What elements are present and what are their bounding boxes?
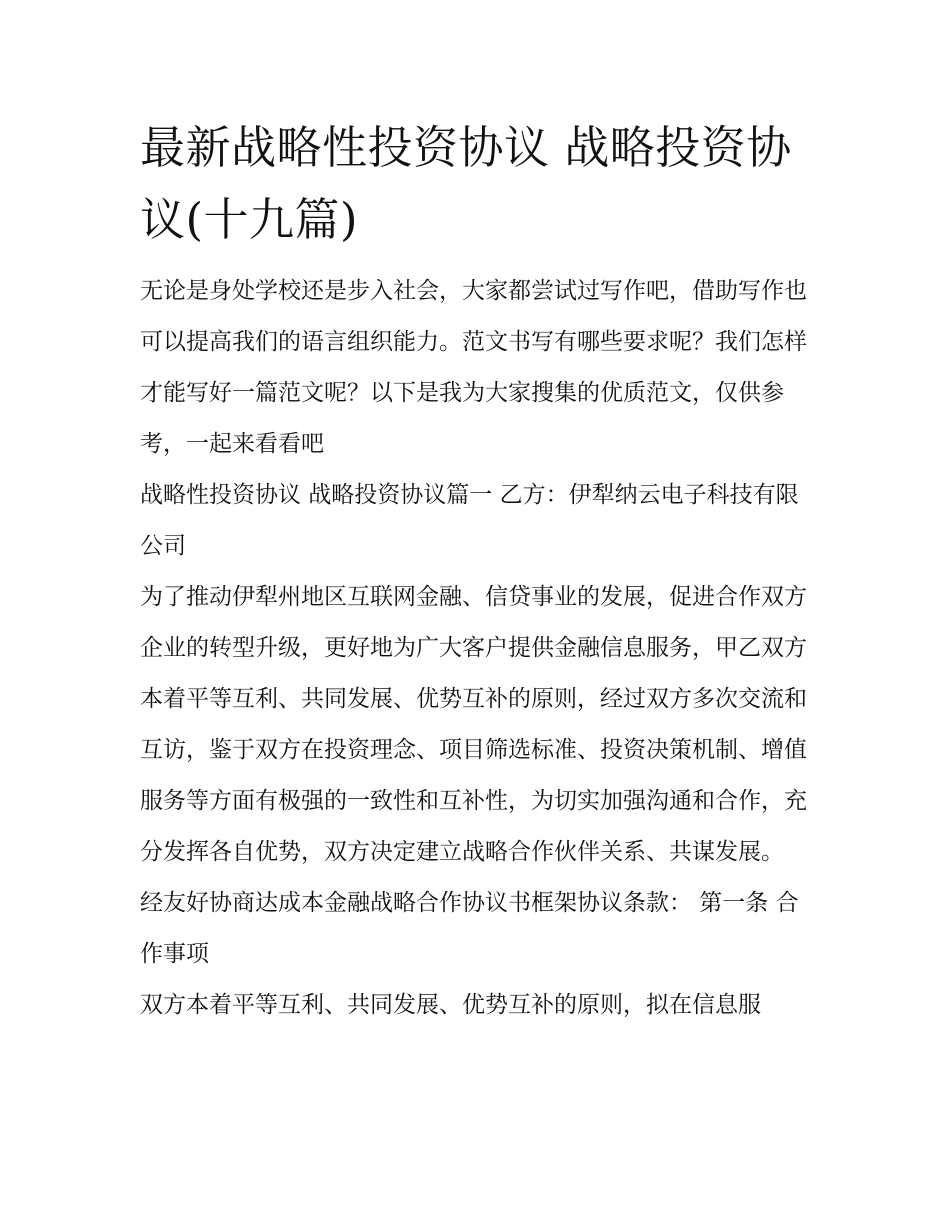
purpose-paragraph: 为了推动伊犁州地区互联网金融、信贷事业的发展，促进合作双方企业的转型升级，更好地为广大客户提供金融信息服务，甲乙双方本着平等互利、共同发展、优势互补的原则，经过双方多次交流和互访，鉴于双方在投资理念、项目筛选标准、投资决策机制、增值服务等方面有极强的一致性和互补性，为切实加强沟通和合作，充分发挥各自优势，双方决定建立战略合作伙伴关系、共谋发展。	[140, 584, 807, 865]
document-body	[140, 112, 820, 1031]
cooperation-paragraph: 双方本着平等互利、共同发展、优势互补的原则，拟在信息服	[140, 992, 761, 1018]
section-heading-paragraph: 战略性投资协议 战略投资协议篇一 乙方：伊犁纳云电子科技有限公司	[140, 482, 799, 559]
document-title: 最新战略性投资协议 战略投资协议(十九篇)	[140, 121, 792, 246]
title-spacer	[140, 256, 820, 266]
intro-paragraph: 无论是身处学校还是步入社会，大家都尝试过写作吧，借助写作也可以提高我们的语言组织能力。范文书写有哪些要求呢？我们怎样才能写好一篇范文呢？以下是我为大家搜集的优质范文，仅供参考，一起来看看吧	[140, 278, 807, 457]
article-one-paragraph: 经友好协商达成本金融战略合作协议书框架协议条款： 第一条 合作事项	[140, 890, 799, 967]
